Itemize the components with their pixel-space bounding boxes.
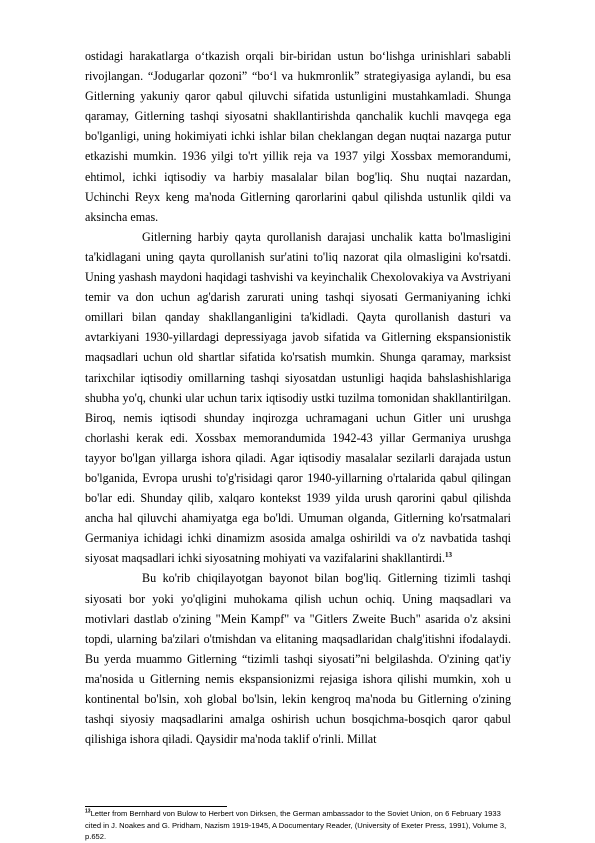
paragraph-text: Gitlerning harbiy qayta qurollanish darajasi unchalik katta bo'lmasligini ta'kidlagani uning qayta qurollanish sur'atini to'liq nazorat qila olmasligini ko'rsatdi. Uning yashash maydoni haqidagi tashvishi va keyinchalik Chexolovakiya va Avstriyani temir va don uchun ag'darish zarurati uning tashqi siyosati Germaniyaning ichki omillari bilan qanday shakllanganligini ta'kidladi. Qayta qurollanish dasturi va avtarkiyani 1930-yillardagi depressiyaga javob sifatida va Gitlerning ekspansionistik maqsadlari uchun old shartlar sifatida ko'rsatish mumkin. Shunga qaramay, marksist tarixchilar iqtisodiy omillarning tashqi siyosatdan ustunligi haqida bahslashishlariga shubha yo'q, chunki ular uchun tarix iqtisodiy ustki tuzilma tomonidan shakllantirilgan. Biroq, nemis iqtisodi shunday inqirozga uchramagani uchun Gitler uni urushga chorlashi kerak edi. Xossbax memorandumida 1942-43 yillar Germaniya urushga tayyor bo'lgan yillarga ishora qiladi. Agar iqtisodiy masalalar sezilarli darajada ustun bo'lganida, Evropa urushi to'g'risidagi qaror 1940-yillarning o'rtalarida qabul qilingan bo'lar edi. Shunday qilib, xalqaro kontekst 1939 yilda urush qarorini qabul qilishda ancha hal qiluvchi ahamiyatga ega bo'ldi. Umuman olganda, Gitlerning ko'rsatmalari Germaniya ichidagi ichki dinamizm asosida amalga oshirildi va o'z navbatida tashqi siyosat maqsadlari ichki siyosatning mohiyati va vazifalarini shakllantirdi. bbox=[85, 229, 511, 566]
paragraph-text: ostidagi harakatlarga oʻtkazish orqali bir-biridan ustun boʻlishga urinishlari sababli rivojlangan. “Jodugarlar qozoni” “boʻl va hukmronlik” strategiyasiga aylandi, bu esa Gitlerning yakuniy qaror qabul qiluvchi sifatida ustunligini mustahkamladi. Shunga qaramay, Gitlerning tashqi siyosatni shakllantirishda qanchalik kuchli mavqega ega bo'lganligi, uning hokimiyati ichki ishlar bilan cheklangan degan nuqtai nazarga putur etkazishi mumkin. 1936 yilgi to'rt yillik reja va 1937 yilgi Xossbax memorandumi, ehtimol, ichki iqtisodiy va harbiy masalalar bilan bog'liq. Shu nuqtai nazardan, Uchinchi Reyx keng ma'noda Gitlerning qarorlarini qabul qilishda ustunlik qildi va aksincha emas. bbox=[85, 49, 511, 224]
footnote bbox=[85, 808, 511, 843]
paragraph-3 bbox=[85, 568, 511, 749]
footnote-reference[interactable]: 13 bbox=[445, 551, 453, 560]
footnote-divider bbox=[85, 806, 227, 807]
paragraph-text: Bu ko'rib chiqilayotgan bayonot bilan bog'liq. Gitlerning tizimli tashqi siyosati bor yoki yo'qligini muhokama qilish uchun ochiq. Uning maqsadlari va motivlari dastlab o'zining "Mein Kampf" va "Gitlers Zweite Buch" asarida o'z aksini topdi, ularning ba'zilari o'tmishdan va elitaning maqsadlaridan chalg'itishni ifodalaydi. Bu yerda muammo Gitlerning “tizimli tashqi siyosati”ni belgilashda. O'zining qat'iy ma'nosida u Gitlerning nemis ekspansionizmi rejasiga ishora qilishi mumkin, xoh u kontinental bo'lsin, xoh global bo'lsin, lekin kengroq ma'noda bu Gitlerning o'zining tashqi siyosiy maqsadlarini amalga oshirish uchun bosqichma-bosqich qaror qabul qilishiga ishora qiladi. Qaysidir ma'noda taklif o'rinli. Millat bbox=[85, 571, 511, 747]
footnote-number: 13 bbox=[85, 808, 91, 815]
paragraph-2 bbox=[85, 227, 511, 569]
footnote-text: Letter from Bernhard von Bulow to Herbert von Dirksen, the German ambassador to the Soviet Union, on 6 February 1933 cited in J. Noakes and G. Pridham, Nazism 1919-1945, A Documentary Reader, (University of Exeter Press, 1991), Volume 3, p.652. bbox=[85, 809, 507, 842]
document-body bbox=[85, 46, 511, 749]
paragraph-1 bbox=[85, 46, 511, 227]
